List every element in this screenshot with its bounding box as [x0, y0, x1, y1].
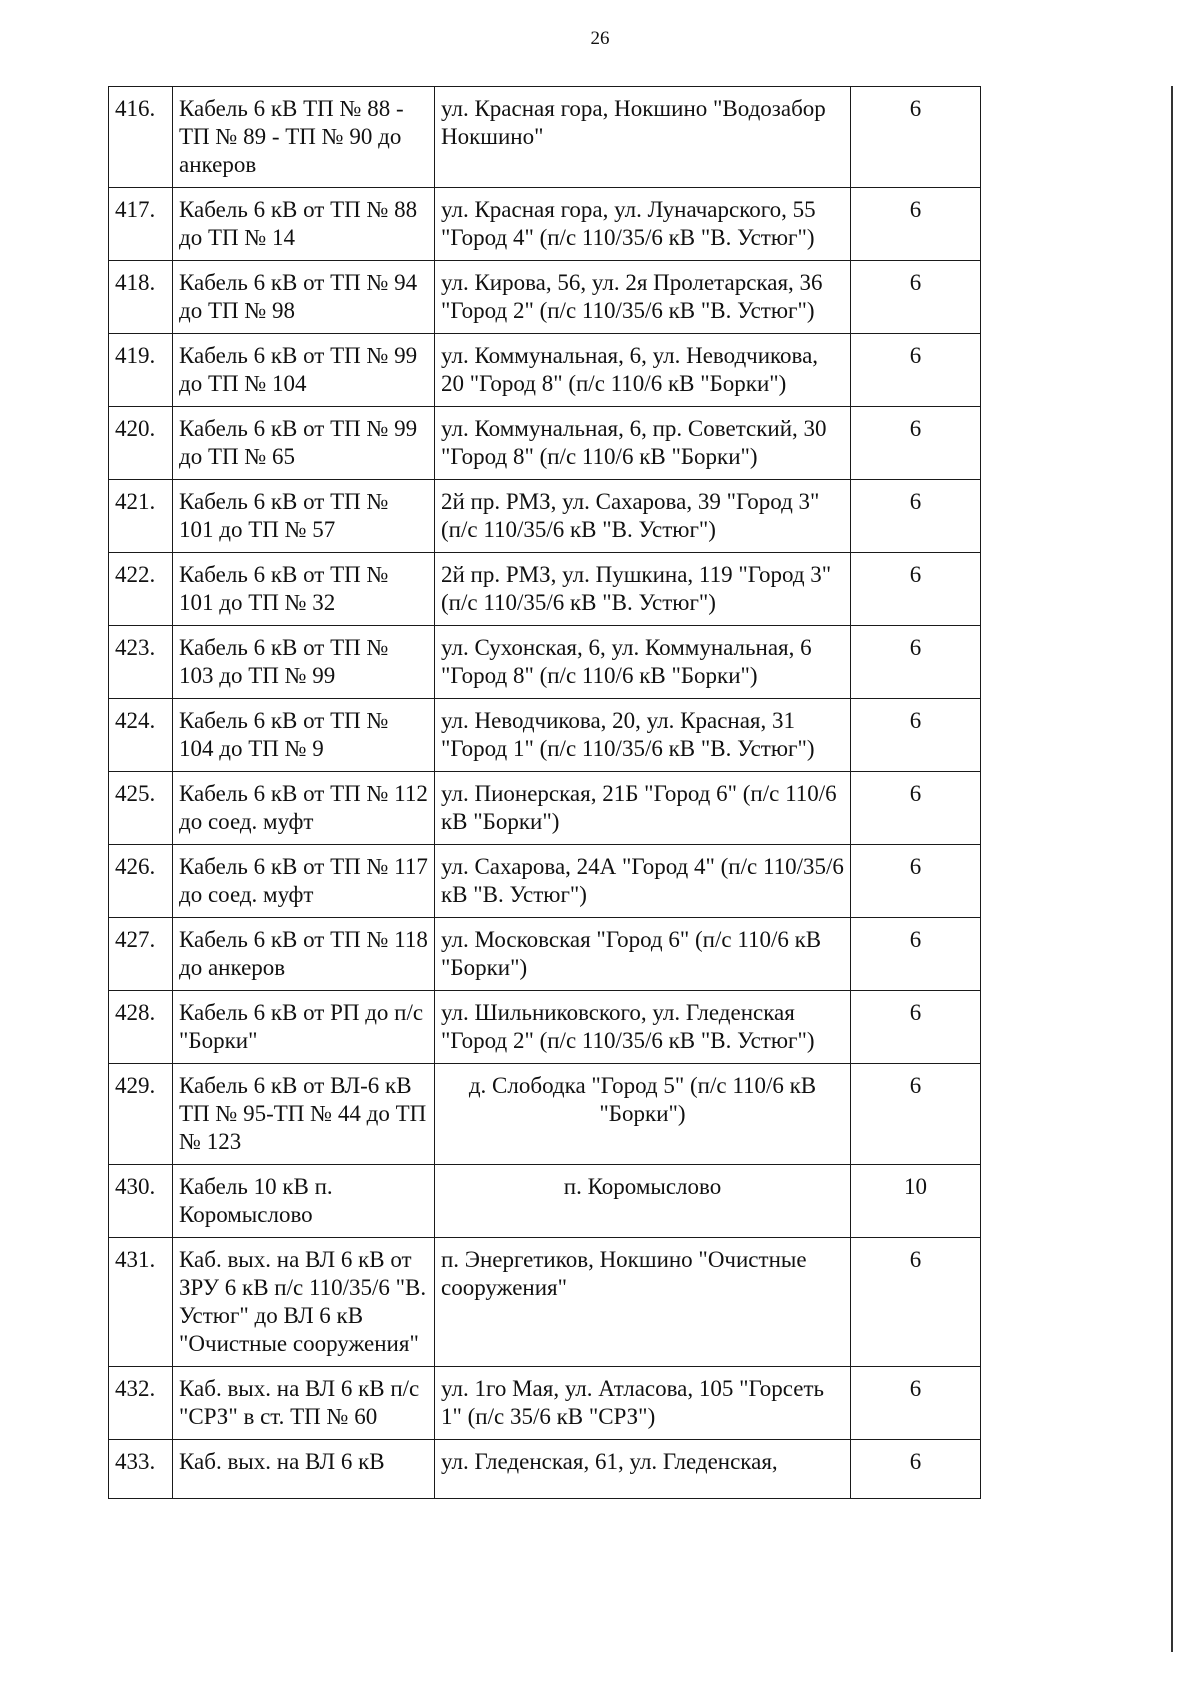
- table-row: [109, 1064, 981, 1165]
- table-row: [109, 1440, 981, 1499]
- cable-name: Кабель 6 кВ ТП № 88 - ТП № 89 - ТП № 90 до анкеров: [173, 87, 435, 188]
- table-row: [109, 553, 981, 626]
- table-row: [109, 1367, 981, 1440]
- table-row: [109, 772, 981, 845]
- cable-name: Кабель 6 кВ от ТП № 94 до ТП № 98: [173, 261, 435, 334]
- voltage: 6: [851, 772, 981, 845]
- cable-address: 2й пр. РМЗ, ул. Сахарова, 39 "Город 3" (п/с 110/35/6 кВ "В. Устюг"): [435, 480, 851, 553]
- table-row: [109, 87, 981, 188]
- table-row: [109, 261, 981, 334]
- cable-address: п. Энергетиков, Нокшино "Очистные сооружения": [435, 1238, 851, 1367]
- row-number: 417.: [109, 188, 173, 261]
- row-number: 421.: [109, 480, 173, 553]
- voltage: 6: [851, 845, 981, 918]
- cable-name: Кабель 6 кВ от ТП № 112 до соед. муфт: [173, 772, 435, 845]
- voltage: 6: [851, 188, 981, 261]
- row-number: 425.: [109, 772, 173, 845]
- row-number: 429.: [109, 1064, 173, 1165]
- cable-name: Кабель 6 кВ от ТП № 101 до ТП № 57: [173, 480, 435, 553]
- row-number: 416.: [109, 87, 173, 188]
- table-row: [109, 626, 981, 699]
- cable-address: ул. Коммунальная, 6, ул. Неводчикова, 20 "Город 8" (п/с 110/6 кВ "Борки"): [435, 334, 851, 407]
- voltage: 6: [851, 626, 981, 699]
- row-number: 418.: [109, 261, 173, 334]
- row-number: 433.: [109, 1440, 173, 1499]
- voltage: 6: [851, 699, 981, 772]
- voltage: 6: [851, 991, 981, 1064]
- table-row: [109, 188, 981, 261]
- page-number: 26: [590, 28, 610, 49]
- row-number: 420.: [109, 407, 173, 480]
- row-number: 424.: [109, 699, 173, 772]
- cable-address: ул. Коммунальная, 6, пр. Советский, 30 "Город 8" (п/с 110/6 кВ "Борки"): [435, 407, 851, 480]
- cable-address: ул. Красная гора, Нокшино "Водозабор Нокшино": [435, 87, 851, 188]
- row-number: 432.: [109, 1367, 173, 1440]
- cable-address: п. Коромыслово: [435, 1165, 851, 1238]
- cable-address: ул. Московская "Город 6" (п/с 110/6 кВ "Борки"): [435, 918, 851, 991]
- voltage: 6: [851, 553, 981, 626]
- cable-address: ул. Сухонская, 6, ул. Коммунальная, 6 "Город 8" (п/с 110/6 кВ "Борки"): [435, 626, 851, 699]
- cable-address: ул. 1го Мая, ул. Атласова, 105 "Горсеть 1" (п/с 35/6 кВ "СРЗ"): [435, 1367, 851, 1440]
- voltage: 10: [851, 1165, 981, 1238]
- cable-name: Каб. вых. на ВЛ 6 кВ от ЗРУ 6 кВ п/с 110/35/6 "В. Устюг" до ВЛ 6 кВ "Очистные сооружения": [173, 1238, 435, 1367]
- table-row: [109, 991, 981, 1064]
- voltage: 6: [851, 334, 981, 407]
- row-number: 428.: [109, 991, 173, 1064]
- table-row: [109, 1238, 981, 1367]
- cable-name: Кабель 6 кВ от ТП № 101 до ТП № 32: [173, 553, 435, 626]
- cable-address: 2й пр. РМЗ, ул. Пушкина, 119 "Город 3" (п/с 110/35/6 кВ "В. Устюг"): [435, 553, 851, 626]
- row-number: 427.: [109, 918, 173, 991]
- table-row: [109, 1165, 981, 1238]
- row-number: 431.: [109, 1238, 173, 1367]
- cable-name: Кабель 6 кВ от ТП № 88 до ТП № 14: [173, 188, 435, 261]
- cable-registry-table: [108, 86, 981, 1499]
- cable-name: Кабель 6 кВ от ТП № 104 до ТП № 9: [173, 699, 435, 772]
- cable-address: ул. Кирова, 56, ул. 2я Пролетарская, 36 "Город 2" (п/с 110/35/6 кВ "В. Устюг"): [435, 261, 851, 334]
- cable-name: Кабель 6 кВ от ВЛ-6 кВ ТП № 95-ТП № 44 до ТП № 123: [173, 1064, 435, 1165]
- row-number: 419.: [109, 334, 173, 407]
- table-row: [109, 407, 981, 480]
- cable-address: д. Слободка "Город 5" (п/с 110/6 кВ "Борки"): [435, 1064, 851, 1165]
- row-number: 426.: [109, 845, 173, 918]
- voltage: 6: [851, 1238, 981, 1367]
- cable-name: Каб. вых. на ВЛ 6 кВ п/с "СРЗ" в ст. ТП № 60: [173, 1367, 435, 1440]
- table-row: [109, 918, 981, 991]
- row-number: 422.: [109, 553, 173, 626]
- cable-address: ул. Красная гора, ул. Луначарского, 55 "Город 4" (п/с 110/35/6 кВ "В. Устюг"): [435, 188, 851, 261]
- voltage: 6: [851, 1367, 981, 1440]
- cable-address: ул. Шильниковского, ул. Гледенская "Город 2" (п/с 110/35/6 кВ "В. Устюг"): [435, 991, 851, 1064]
- cable-name: Каб. вых. на ВЛ 6 кВ: [173, 1440, 435, 1499]
- voltage: 6: [851, 1440, 981, 1499]
- row-number: 423.: [109, 626, 173, 699]
- voltage: 6: [851, 261, 981, 334]
- right-margin-rule: [1171, 86, 1173, 1652]
- cable-name: Кабель 6 кВ от ТП № 99 до ТП № 104: [173, 334, 435, 407]
- cable-name: Кабель 6 кВ от ТП № 99 до ТП № 65: [173, 407, 435, 480]
- cable-name: Кабель 6 кВ от РП до п/с "Борки": [173, 991, 435, 1064]
- cable-name: Кабель 6 кВ от ТП № 118 до анкеров: [173, 918, 435, 991]
- table-row: [109, 480, 981, 553]
- table-row: [109, 699, 981, 772]
- table-row: [109, 845, 981, 918]
- cable-name: Кабель 10 кВ п. Коромыслово: [173, 1165, 435, 1238]
- cable-name: Кабель 6 кВ от ТП № 117 до соед. муфт: [173, 845, 435, 918]
- voltage: 6: [851, 480, 981, 553]
- table-row: [109, 334, 981, 407]
- cable-address: ул. Сахарова, 24А "Город 4" (п/с 110/35/6 кВ "В. Устюг"): [435, 845, 851, 918]
- voltage: 6: [851, 1064, 981, 1165]
- voltage: 6: [851, 87, 981, 188]
- voltage: 6: [851, 918, 981, 991]
- row-number: 430.: [109, 1165, 173, 1238]
- cable-address: ул. Неводчикова, 20, ул. Красная, 31 "Город 1" (п/с 110/35/6 кВ "В. Устюг"): [435, 699, 851, 772]
- voltage: 6: [851, 407, 981, 480]
- cable-address: ул. Гледенская, 61, ул. Гледенская,: [435, 1440, 851, 1499]
- cable-name: Кабель 6 кВ от ТП № 103 до ТП № 99: [173, 626, 435, 699]
- cable-address: ул. Пионерская, 21Б "Город 6" (п/с 110/6 кВ "Борки"): [435, 772, 851, 845]
